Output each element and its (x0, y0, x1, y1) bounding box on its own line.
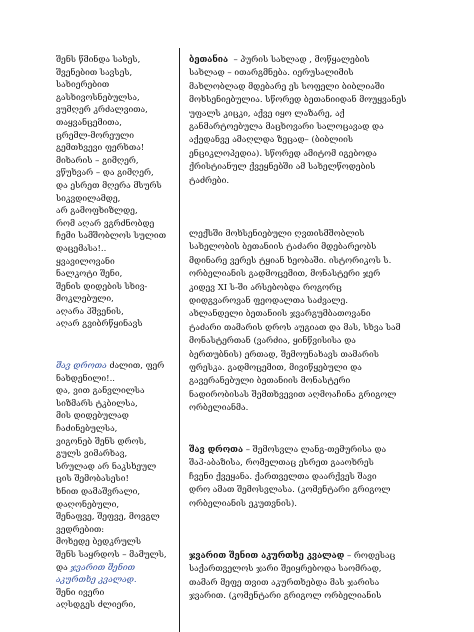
note-line: ლექსში მოხსენიებული ღვთისმშობლის (189, 229, 365, 239)
poem-line: შენს საყრდოს – მამულს, (56, 549, 167, 560)
note-line: საქართველოს ჯარი შეიყრებოდა საომრად, (189, 564, 382, 575)
note-line: ქრისტიანულ ქვეყნებში ამ სახელწოდების (189, 162, 376, 173)
poem-line: ვწუხვარ – და გიმღერ, (56, 168, 154, 179)
poem-line: ხნით დამაშვრალი, (56, 486, 141, 497)
poem-line: აღარ გვიბრწყინავს (56, 319, 143, 330)
note-line: უფალს კიცკი, აქვე იყო ლაზარე, აქ (189, 108, 345, 119)
poem-line (56, 562, 174, 575)
poem-line: შენი ივერი (56, 587, 105, 598)
note-term-rest: – როდესაც (344, 551, 396, 561)
column-divider (179, 48, 180, 632)
poem-line: ვუმღერ კრძალვითა, (56, 105, 148, 116)
note-line: ჩვენი ქვეყანა. ქართველთა დაარქვეს შავი (189, 471, 377, 482)
poem-line: და ესრეთ მღერა მსურს (56, 180, 162, 191)
poem-stanza-2 (56, 360, 174, 612)
poem-line: თაყვანცემითა, (56, 117, 122, 128)
poem-line (56, 360, 174, 373)
note-line: ჯვარით. (კომენტარი გრიგოლ ორბელიანის (189, 591, 382, 602)
note-line: ორბელიანის ეკუთვნის). (189, 498, 297, 509)
poem-line: შენს წმინდა სახეს, (56, 55, 141, 65)
poem-line: ყვავილოვანი (56, 256, 115, 267)
poem-line: და, ვით განვლილსა (56, 386, 145, 397)
note-line: განმარტოებულა მაცხოვარი სალოცავად და (189, 121, 384, 132)
note-line: ფრესკა. გადმოცემით, მივიწყებული და (189, 362, 362, 373)
poem-line: ვედრებით: (56, 524, 105, 535)
poem-line: ნალკოტი შენი, (56, 269, 123, 280)
note-term-rest: – შემოსვლა ლანგ-თემურისა და (243, 445, 387, 455)
poem-line: დაღონებული, (56, 499, 120, 510)
note-line: ტაძარი თამარის დროს აუგიათ და მას, სხვა სამ (189, 322, 401, 333)
note-line: ორბელიანმა. (189, 403, 249, 414)
note-line (189, 54, 459, 67)
note-line: დიდგვაროვან ფეოდალთა საძვალე. (189, 295, 348, 306)
note-dark-times (189, 444, 459, 511)
poem-line: ჩაძინებულსა, (56, 423, 118, 434)
note-line: აქედანვე ამაღლდა ზეცად– (ბიბლიის (189, 135, 354, 146)
poem-line: მის დიდებულად (56, 411, 129, 422)
note-line: მახლობლად მდებარე ეს სოფელი ბიბლიაში (189, 81, 385, 92)
poem-line: სიზმარს ტკბილსა, (56, 398, 138, 409)
note-line: ბერთუბნის) ერთად, შემოუნახავს თამარის (189, 349, 379, 360)
poem-line: დაცემასა!.. (56, 243, 107, 254)
note-cross-blessing (189, 550, 459, 604)
poem-line-prefix: და (56, 562, 71, 573)
note-line: მოხსენიებულია. სწორედ ბეთანიიდან მოუყვანეს (189, 95, 407, 106)
note-line: ახლანდელი ბეთანიის ჯვარგუმბათოვანი (189, 309, 371, 320)
note-line: ნადირობისას შემთხვევით აღმოაჩინა გრიგოლ (189, 389, 397, 400)
poem-line: სრულად არ ნაკსხეულ (56, 461, 157, 472)
poem-line: გასხივოსნებულსა, (56, 92, 140, 103)
poem-line: მოკლებული, (56, 294, 114, 305)
note-bethany-temple (189, 228, 459, 415)
poem-line: აღსდგეს ძლიერი, (56, 600, 136, 611)
poem-line: სიკვდილამდე, (56, 193, 121, 204)
poem-emphasis: აკურთხე კვალად. (56, 575, 137, 586)
poem-line: ჩემი სამშობლოს სულით (56, 231, 167, 242)
note-line: მონასტერთან (ვარძია, ყინწვისისა და (189, 336, 356, 347)
poem-line (56, 574, 174, 587)
note-line: სახელობის ბეთანიის ტაძარი მდებარეობს (189, 242, 377, 253)
note-line: გავერანებული ბეთანიის მონასტერი (189, 376, 351, 387)
note-line: მდინარე ვერეს ტყიან ხეობაში. ისტორიკოს ს. (189, 255, 392, 266)
poem-line: შვენებით სავსეს, (56, 67, 133, 78)
poem-line: ცრემლ-მორეული (56, 130, 134, 141)
poem-line: აღარა ჰშვენის, (56, 306, 124, 317)
note-line: ორბელიანის გადმოცემით, მონასტერი ჯერ (189, 269, 381, 280)
poem-line: გემთხვევი ფერხთა! (56, 143, 145, 154)
note-line (189, 550, 459, 563)
note-term: ბეთანია (189, 55, 229, 65)
note-line: ტაძრები. (189, 175, 230, 186)
note-term-rest: – პურის სახლად , მოწყალების (228, 55, 370, 65)
note-line: კიდევ XI ს-ში არსებობდა როგორც (189, 282, 342, 293)
poem-emphasis: შავ დროთა (56, 361, 107, 371)
poem-line: შენის დიდების სხივ- (56, 281, 148, 292)
poem-line-rest: ძალით, ფერ (106, 361, 165, 371)
poem-line: ნახდენილი!.. (56, 373, 116, 384)
poem-line: გულს ვიმარხავ, (56, 449, 128, 460)
note-line: სახლად – ითარგმნება. იერუსალიმის (189, 68, 354, 79)
poem-line: სახიერებით (56, 80, 110, 91)
poem-line: ვიგონებ შენს დროს, (56, 436, 147, 447)
note-line: ენციკლოპედია). სწორედ ამიტომ იგებოდა (189, 148, 377, 159)
note-term: შავ დროთა (189, 445, 244, 455)
poem-line: მოხედე ბედკრულს (56, 537, 142, 548)
poem-line: ცის შემობასესი! (56, 474, 129, 485)
poem-emphasis: ჯვარით შენით (70, 562, 136, 573)
note-term: ჯვარით შენით აკურთხე კვალად (189, 551, 345, 561)
note-bethany (189, 54, 459, 188)
poem-line: შენაფვე, შეფვე, მოვგლ (56, 512, 160, 523)
note-line: შაჰ-აბაზისა, რომელთაც ესრეთ გააოხრეს (189, 458, 374, 469)
poem-line: რომ აღარ ვგრძნობდე (56, 218, 155, 229)
note-line: დრო ამათ შემოსვლასა. (კომენტარი გრიგოლ (189, 485, 391, 496)
poem-line: მიხარის – გიმღერ, (56, 155, 139, 166)
note-line: თამარ მეფე თვით აკურთხებდა მას ჯარისა (189, 577, 380, 588)
poem-stanza-1 (56, 54, 174, 331)
note-line (189, 444, 459, 457)
poem-line: არ გამოფხიზლდე, (56, 206, 138, 217)
